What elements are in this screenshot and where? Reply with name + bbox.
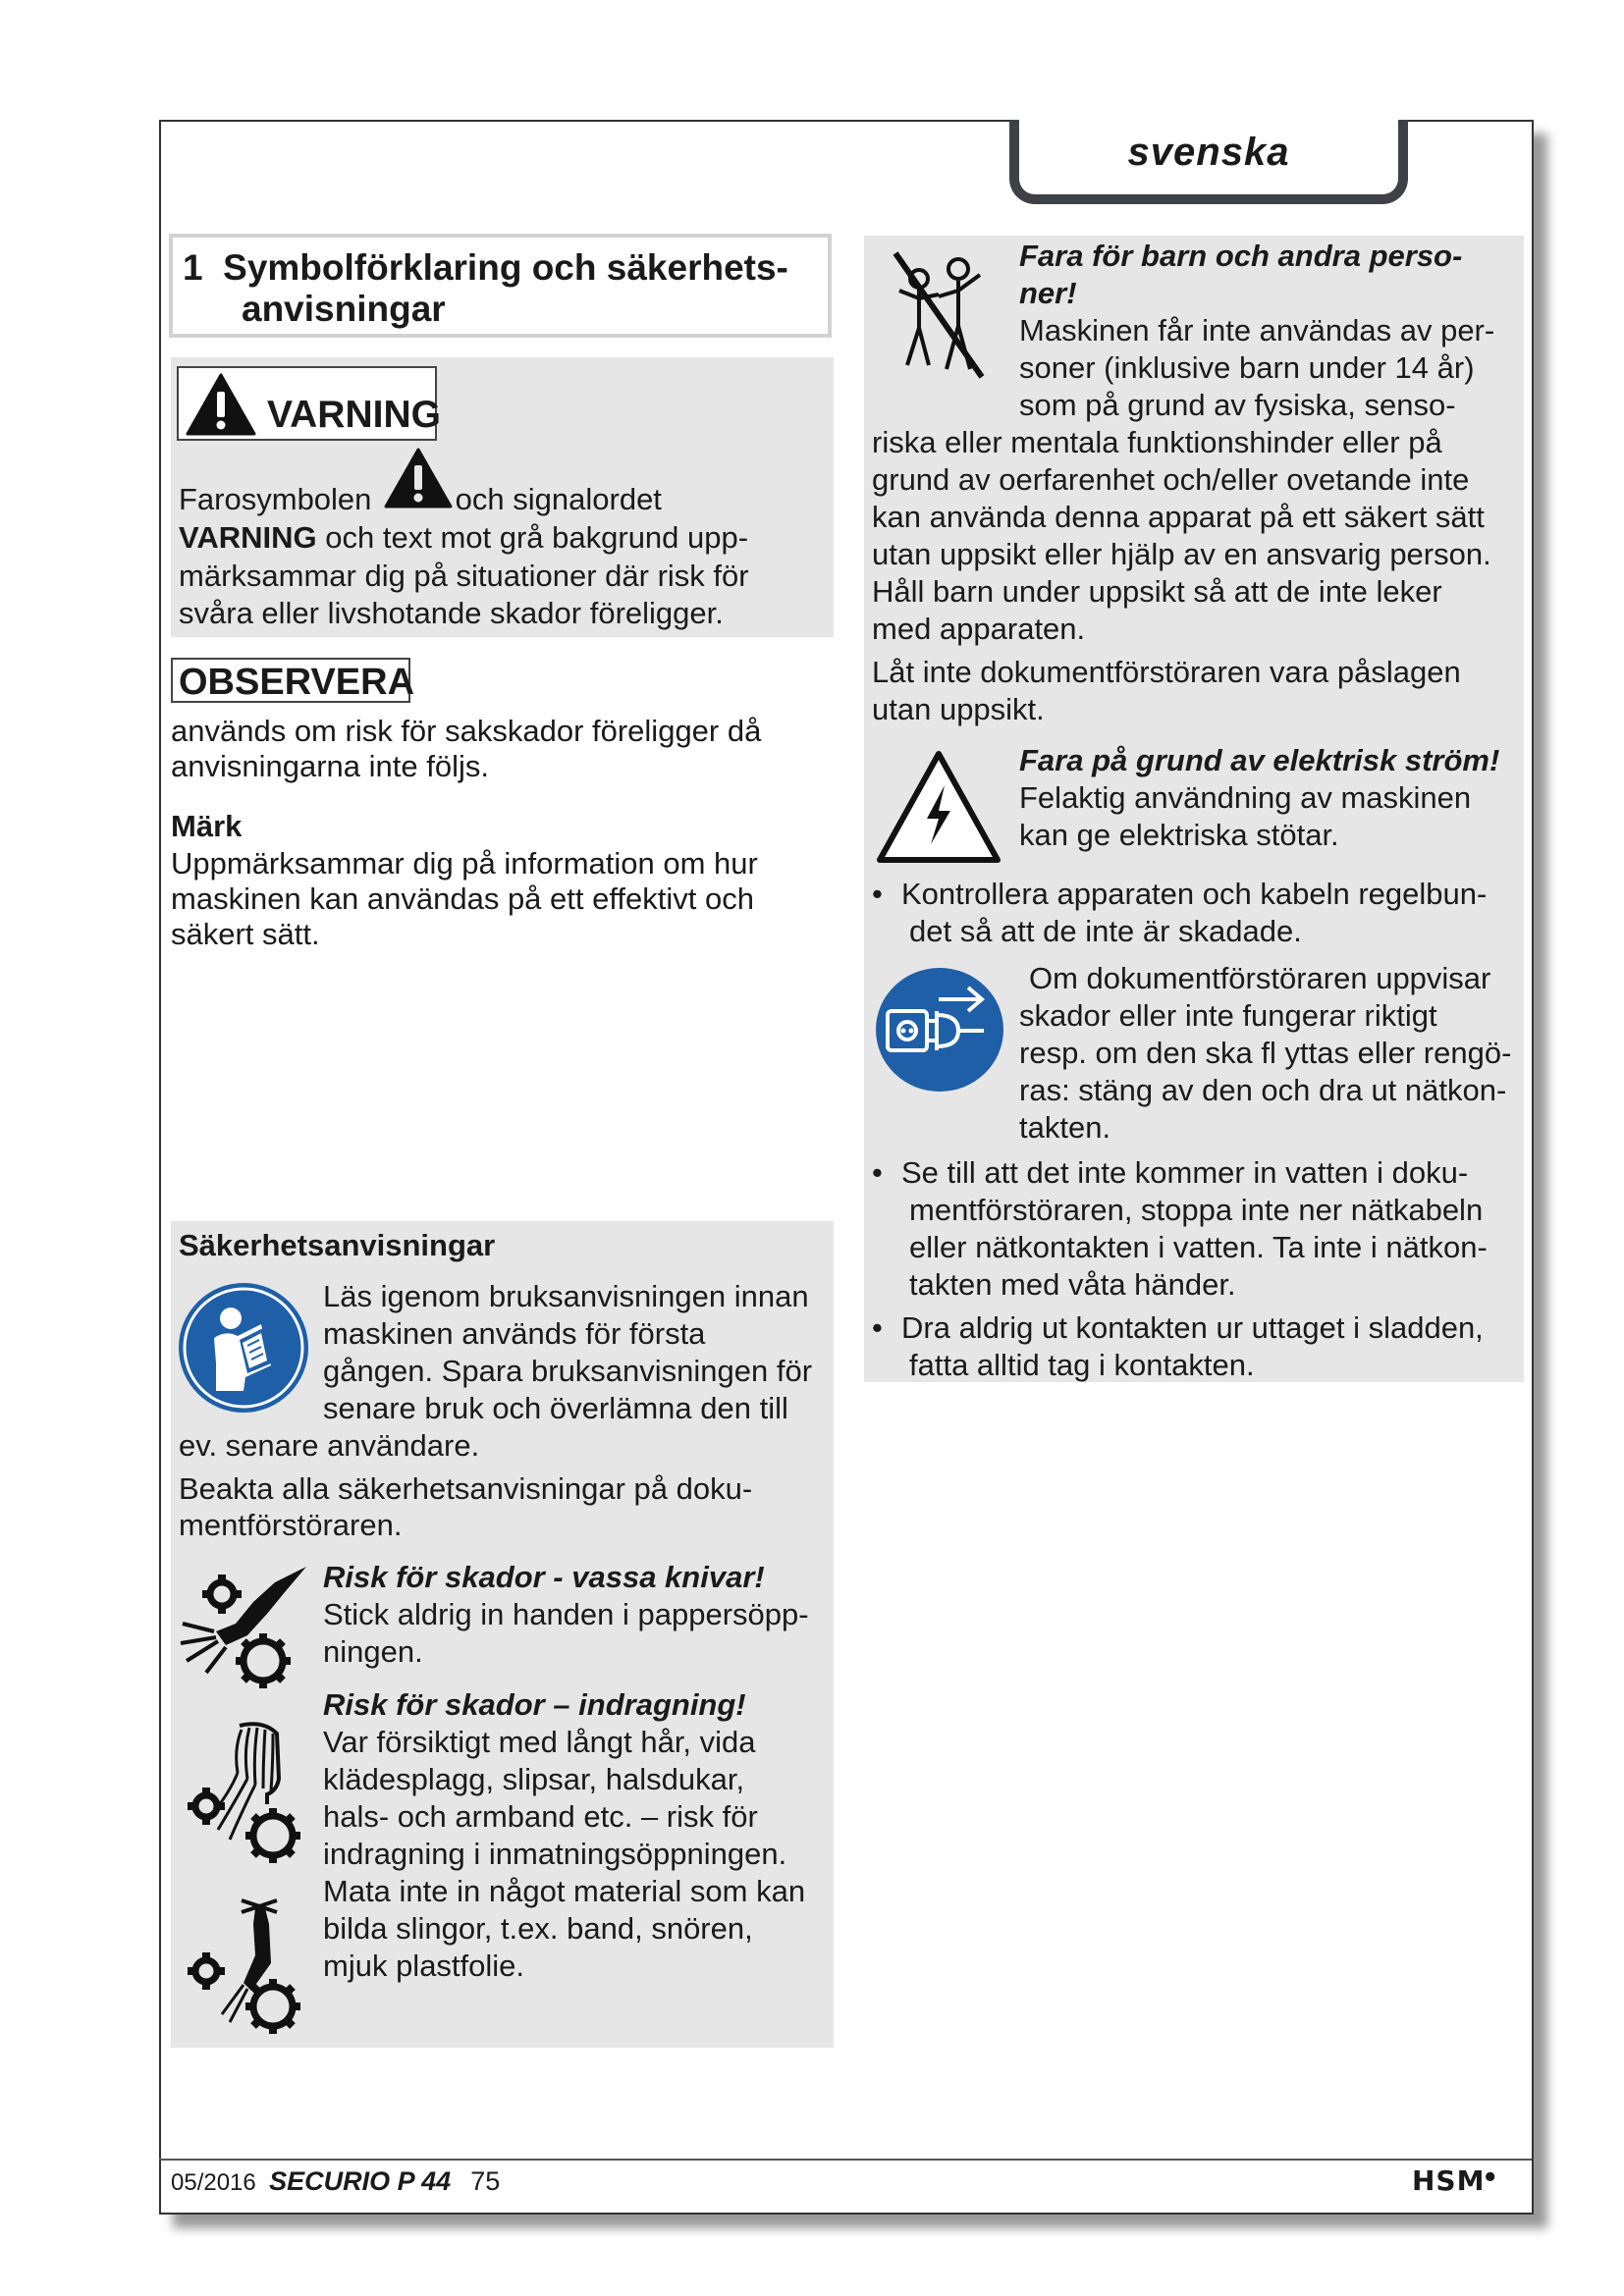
- manual-line3: gången. Spara bruksanvisningen för: [323, 1354, 813, 1388]
- warning-label-box: [177, 366, 441, 441]
- intake-line3: hals- och armband etc. – risk för: [323, 1799, 758, 1834]
- children-line5: grund av oerfarenhet och/eller ovetande inte: [872, 462, 1470, 497]
- tie-intake-hazard-icon: [183, 1895, 308, 2042]
- footer-product: SECURIO P 44: [269, 2166, 452, 2196]
- observe-line1: Beakta alla säkerhetsanvisningar på doku-: [179, 1471, 753, 1506]
- observera-line1: används om risk för sakskador föreligger då: [171, 714, 762, 748]
- intake-line4: indragning i inmatningsöppningen.: [323, 1837, 787, 1871]
- electric-heading: Fara på grund av elektrisk ström!: [1019, 743, 1500, 777]
- bullet-3-marker: •: [872, 1310, 883, 1345]
- section-title-box: [169, 234, 832, 338]
- manual-line2: maskinen används för första: [323, 1316, 706, 1351]
- warning-line3: märksammar dig på situationer där risk för: [179, 559, 749, 593]
- section-title-line2: anvisningar: [242, 289, 446, 329]
- brand-logo: HSM●: [1412, 2164, 1496, 2197]
- unplug-line1: Om dokumentförstöraren uppvisar: [1029, 961, 1491, 995]
- bullet-1-marker: •: [872, 877, 883, 911]
- observe-line2: mentförstöraren.: [179, 1508, 403, 1542]
- unplug-line4: ras: stäng av den och dra ut nätkon-: [1019, 1073, 1507, 1107]
- children-line3: som på grund av fysiska, senso-: [1019, 388, 1456, 422]
- intake-line5: Mata inte in något material som kan: [323, 1874, 806, 1908]
- knives-line2: ningen.: [323, 1634, 423, 1669]
- unplug-line2: skador eller inte fungerar riktigt: [1019, 998, 1437, 1033]
- read-manual-icon: [177, 1281, 310, 1415]
- footer: [171, 2166, 500, 2198]
- warning-line4: svåra eller livshotande skador föreligger.: [179, 596, 724, 630]
- brand-logo-text: HSM: [1412, 2164, 1486, 2197]
- bullet2-line3: eller nätkontakten i vatten. Ta inte i nätkon-: [909, 1230, 1488, 1264]
- bullet1-line2: det så att de inte är skadade.: [909, 914, 1302, 948]
- children-line1: Maskinen får inte användas av per-: [1019, 313, 1495, 347]
- intake-line1: Var försiktigt med långt hår, vida: [323, 1725, 756, 1759]
- unplug-icon: [874, 966, 1005, 1094]
- section-title-line1: Symbolförklaring och säkerhets-: [223, 247, 788, 288]
- bullet2-line2: mentförstöraren, stoppa inte ner nätkabeln: [909, 1193, 1484, 1227]
- electric-line2: kan ge elektriska stötar.: [1019, 818, 1339, 852]
- manual-line1: Läs igenom bruksanvisningen innan: [323, 1279, 809, 1313]
- observera-label-box: [171, 658, 415, 703]
- intake-line7: mjuk plastfolie.: [323, 1949, 525, 1983]
- footer-rule: [159, 2159, 1532, 2161]
- children-line4: riska eller mentala funktionshinder eller på: [872, 425, 1442, 459]
- children-heading-2: ner!: [1019, 276, 1077, 310]
- warning-line1-b: och signalordet: [455, 482, 662, 516]
- warning-line1-a: Farosymbolen: [179, 482, 372, 516]
- bullet2-line1: Se till att det inte kommer in vatten i doku-: [901, 1155, 1469, 1190]
- footer-date: 05/2016: [171, 2169, 256, 2196]
- unplug-line3: resp. om den ska fl yttas eller rengö-: [1019, 1036, 1512, 1070]
- warning-triangle-icon: [185, 372, 257, 437]
- children-line2: soner (inklusive barn under 14 år): [1019, 350, 1475, 385]
- warning-line2-rest: och text mot grå bakgrund upp-: [316, 520, 749, 555]
- intake-line2: klädesplagg, slipsar, halsdukar,: [323, 1762, 745, 1796]
- warning-signal-word: VARNING: [179, 520, 317, 555]
- observera-line2: anvisningarna inte följs.: [171, 749, 489, 783]
- children-line9: med apparaten.: [872, 612, 1086, 646]
- mark-heading: Märk: [171, 809, 243, 843]
- mark-line1: Uppmärksammar dig på information om hur: [171, 846, 758, 881]
- children-line7: utan uppsikt eller hjälp av en ansvarig person.: [872, 537, 1491, 571]
- language-label: svenska: [1127, 131, 1290, 174]
- safety-heading: Säkerhetsanvisningar: [179, 1228, 496, 1262]
- section-number: 1: [183, 247, 203, 288]
- unattended-line2: utan uppsikt.: [872, 692, 1045, 726]
- bullet3-line2: fatta alltid tag i kontakten.: [909, 1348, 1255, 1382]
- children-line8: Håll barn under uppsikt så att de inte leker: [872, 574, 1442, 609]
- electric-line1: Felaktig användning av maskinen: [1019, 780, 1472, 815]
- inline-warning-triangle-icon: [383, 447, 454, 509]
- bullet1-line1: Kontrollera apparaten och kabeln regelbun-: [901, 877, 1488, 911]
- manual-line5: ev. senare användare.: [179, 1428, 480, 1463]
- no-children-icon: [880, 247, 998, 383]
- bullet3-line1: Dra aldrig ut kontakten ur uttaget i sladden,: [901, 1310, 1484, 1345]
- mark-line3: säkert sätt.: [171, 917, 320, 951]
- unattended-line1: Låt inte dokumentförstöraren vara påslagen: [872, 655, 1461, 689]
- mark-line2: maskinen kan användas på ett effektivt och: [171, 881, 754, 916]
- children-heading-1: Fara för barn och andra perso-: [1019, 239, 1463, 273]
- footer-page-number: 75: [470, 2166, 501, 2196]
- unplug-line5: takten.: [1019, 1110, 1111, 1145]
- bullet2-line4: takten med våta händer.: [909, 1267, 1236, 1302]
- language-tab: [1009, 120, 1408, 204]
- observera-label: OBSERVERA: [179, 662, 415, 703]
- knives-line1: Stick aldrig in handen i pappersöpp-: [323, 1597, 809, 1631]
- cutting-hazard-icon: [177, 1563, 314, 1694]
- intake-heading: Risk för skador – indragning!: [323, 1687, 746, 1722]
- children-line6: kan använda denna apparat på ett säkert sätt: [872, 500, 1485, 534]
- hair-intake-hazard-icon: [183, 1720, 308, 1867]
- electric-hazard-icon: [876, 750, 1001, 864]
- knives-heading: Risk för skador - vassa knivar!: [323, 1560, 765, 1594]
- warning-line2: [179, 519, 748, 557]
- intake-line6: bilda slingor, t.ex. band, snören,: [323, 1911, 753, 1946]
- bullet-2-marker: •: [872, 1155, 883, 1190]
- warning-label: VARNING: [267, 394, 441, 436]
- section-title: [183, 247, 788, 330]
- manual-line4: senare bruk och överlämna den till: [323, 1391, 788, 1425]
